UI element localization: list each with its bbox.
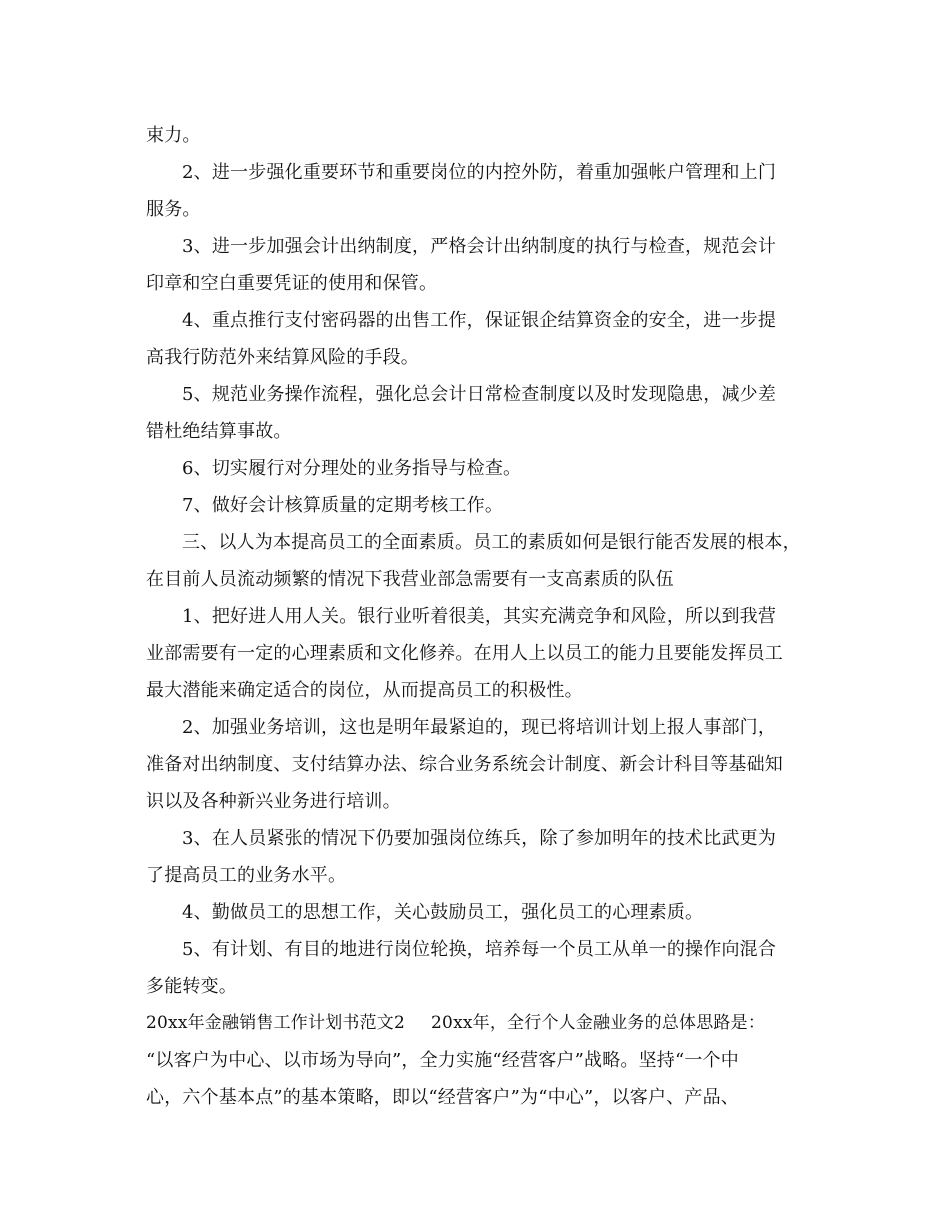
paragraph-line: 服务。 — [146, 199, 201, 220]
paragraph-line: 7、做好会计核算质量的定期考核工作。 — [182, 495, 504, 516]
paragraph-line: 4、重点推行支付密码器的出售工作，保证银企结算资金的安全，进一步提 — [182, 310, 777, 331]
paragraph-line: 2、进一步强化重要环节和重要岗位的内控外防，着重加强帐户管理和上门 — [182, 162, 777, 183]
paragraph-line: 1、把好进人用人关。银行业听着很美，其实充满竞争和风险，所以到我营 — [182, 606, 777, 627]
article-intro: 20xx年，全行个人金融业务的总体思路是： — [431, 1013, 766, 1033]
paragraph-line: 识以及各种新兴业务进行培训。 — [146, 791, 401, 812]
paragraph-line: 多能转变。 — [146, 976, 237, 997]
article-title: 20xx年金融销售工作计划书范文2 — [146, 1013, 406, 1033]
paragraph-line: 最大潜能来确定适合的岗位，从而提高员工的积极性。 — [146, 680, 583, 701]
paragraph-line: 错杜绝结算事故。 — [146, 421, 292, 442]
paragraph-line: 在目前人员流动频繁的情况下我营业部急需要有一支高素质的队伍 — [146, 569, 674, 590]
document-body — [146, 117, 806, 1116]
paragraph-line: 了提高员工的业务水平。 — [146, 865, 347, 886]
paragraph-line: “以客户为中心、以市场为导向”，全力实施“经营客户”战略。坚持“一个中 — [146, 1050, 740, 1071]
section-heading-line: 三、以人为本提高员工的全面素质。员工的素质如何是银行能否发展的根本， — [182, 532, 801, 553]
paragraph-line: 束力。 — [146, 125, 201, 146]
paragraph-line: 5、规范业务操作流程，强化总会计日常检查制度以及时发现隐患，减少差 — [182, 384, 777, 405]
paragraph-line: 业部需要有一定的心理素质和文化修养。在用人上以员工的能力且要能发挥员工 — [146, 643, 783, 664]
paragraph-line: 4、勤做员工的思想工作，关心鼓励员工，强化员工的心理素质。 — [182, 902, 704, 923]
paragraph-line: 2、加强业务培训，这也是明年最紧迫的，现已将培训计划上报人事部门， — [182, 717, 777, 738]
paragraph-line: 印章和空白重要凭证的使用和保管。 — [146, 273, 438, 294]
paragraph-line: 6、切实履行对分理处的业务指导与检查。 — [182, 458, 522, 479]
paragraph-line: 高我行防范外来结算风险的手段。 — [146, 347, 419, 368]
paragraph-line: 心，六个基本点”的基本策略，即以“经营客户”为“中心”，以客户、产品、 — [146, 1087, 740, 1108]
paragraph-line: 5、有计划、有目的地进行岗位轮换，培养每一个员工从单一的操作向混合 — [182, 939, 777, 960]
article-heading-line — [146, 1005, 806, 1042]
paragraph-line: 3、在人员紧张的情况下仍要加强岗位练兵，除了参加明年的技术比武更为 — [182, 828, 777, 849]
paragraph-line: 3、进一步加强会计出纳制度，严格会计出纳制度的执行与检查，规范会计 — [182, 236, 777, 257]
paragraph-line: 准备对出纳制度、支付结算办法、综合业务系统会计制度、新会计科目等基础知 — [146, 754, 783, 775]
